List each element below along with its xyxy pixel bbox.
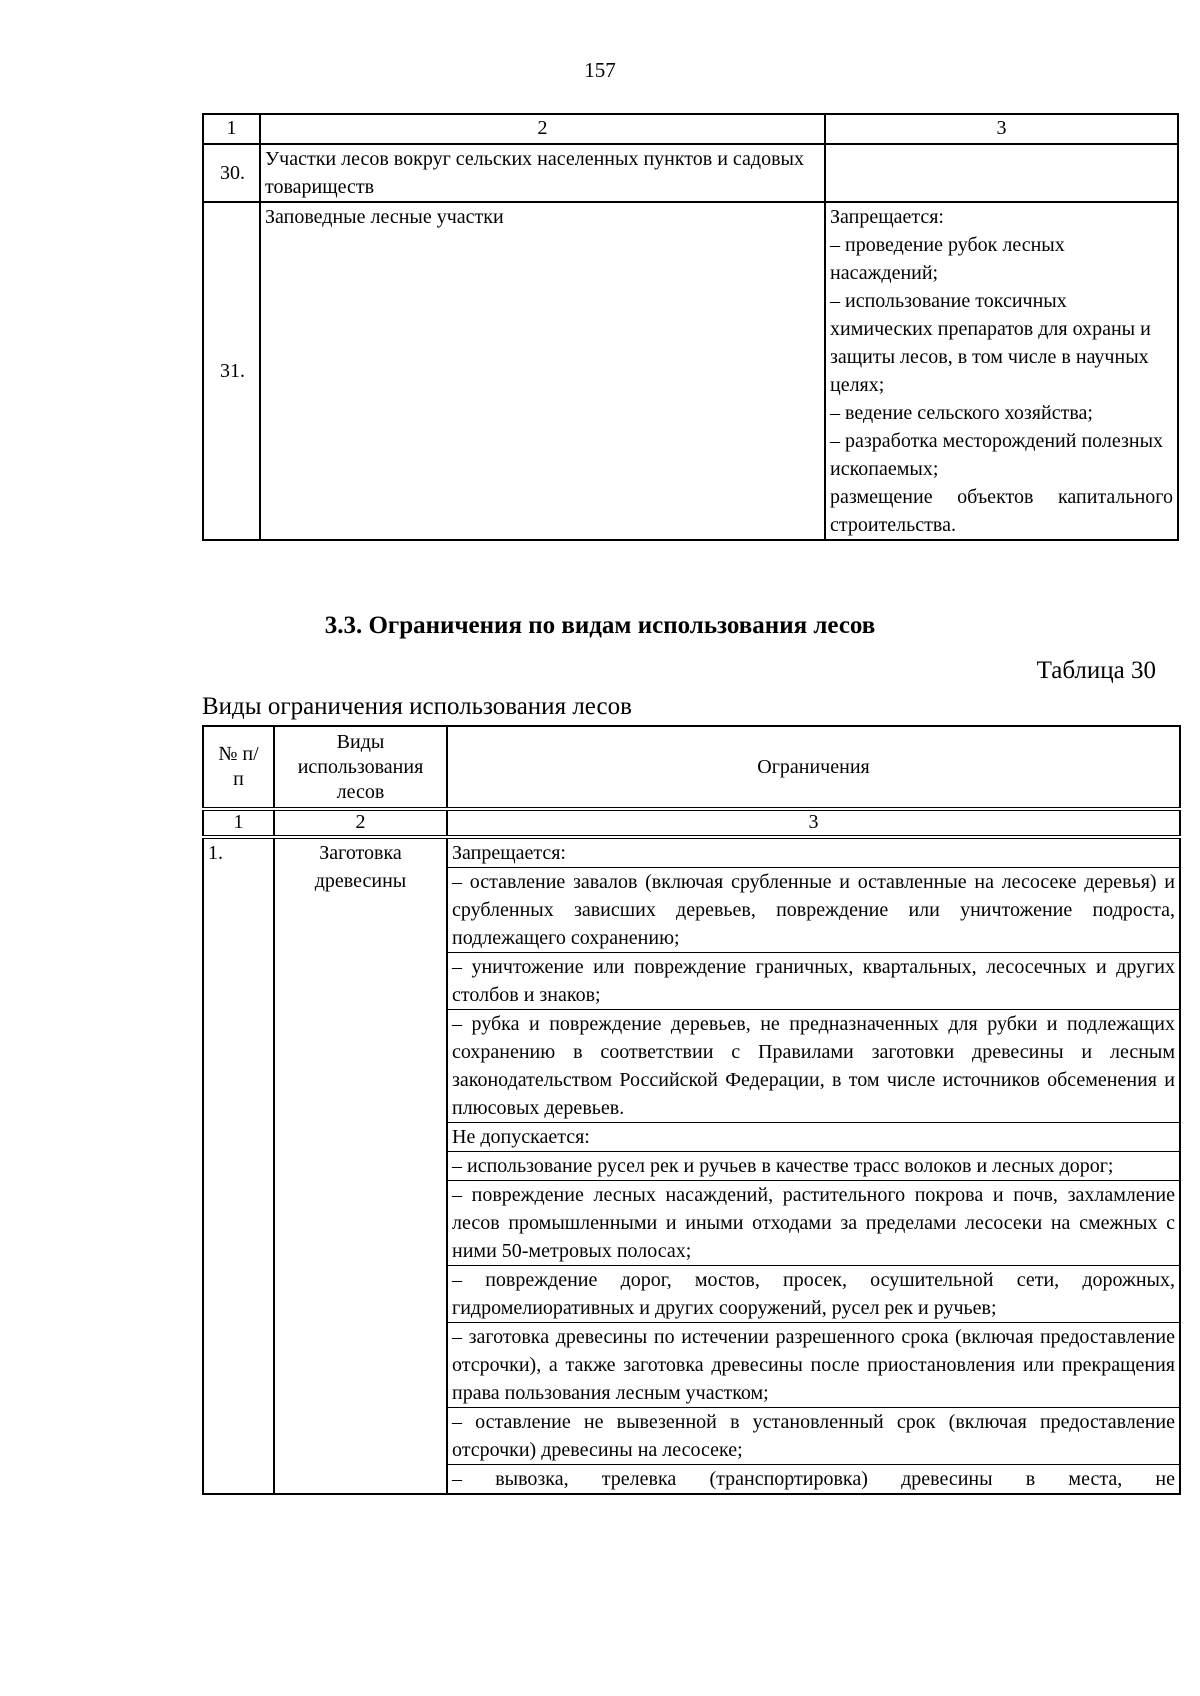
header-cell: 2 <box>260 114 825 144</box>
header-cell: 3 <box>825 114 1178 144</box>
section-title: 3.3. Ограничения по видам использования лесов <box>324 612 876 639</box>
restriction-item: – использование русел рек и ручьев в качестве трасс волоков и лесных дорог; <box>448 1152 1179 1181</box>
restriction-item: – проведение рубок лесных насаждений; <box>830 234 1065 284</box>
restriction-item: – оставление не вывезенной в установленный срок (включая предоставление отсрочки) древесины на лесосеке; <box>448 1408 1179 1465</box>
restrictions-intro: Запрещается: <box>448 839 1179 868</box>
column-number: 1 <box>203 809 274 837</box>
restriction-item: размещение объектов капитального строительства. <box>830 486 1173 536</box>
column-number: 3 <box>447 809 1180 837</box>
restriction-item: – разработка месторождений полезных ископаемых; <box>830 430 1164 480</box>
restriction-item: – заготовка древесины по истечении разрешенного срока (включая предоставление отсрочки), а также заготовка древесины после приостановления или прекращения права пользования лесным участком; <box>448 1323 1179 1408</box>
table-row <box>203 144 1178 202</box>
row-name: Заповедные лесные участки <box>260 202 825 540</box>
header-restrictions: Ограничения <box>447 726 1180 809</box>
column-numbers-row <box>203 809 1180 837</box>
header-number: № п/п <box>203 726 274 809</box>
restriction-item: – рубка и повреждение деревьев, не предназначенных для рубки и подлежащих сохранению в соответствии с Правилами заготовки древесины и лесным законодательством Российской Федерации, в том числе источников обсеменения и плюсовых деревьев. <box>448 1010 1179 1123</box>
continued-table <box>202 113 1179 541</box>
table-header-row <box>203 114 1178 144</box>
restrictions-table <box>202 725 1181 1495</box>
row-number: 30. <box>203 144 260 202</box>
table-row <box>203 202 1178 540</box>
row-restrictions <box>825 144 1178 202</box>
table-caption: Виды ограничения использования лесов <box>202 693 632 720</box>
restriction-item: – повреждение дорог, мостов, просек, осушительной сети, дорожных, гидромелиоративных и других сооружений, русел рек и ручьев; <box>448 1266 1179 1323</box>
column-number: 2 <box>274 809 447 837</box>
page-number: 157 <box>584 58 616 82</box>
restriction-item: – вывозка, трелевка (транспортировка) древесины в места, не <box>452 1468 1175 1490</box>
header-usage-type: Виды использования лесов <box>274 726 447 809</box>
restrictions-intro: Запрещается: <box>830 206 944 228</box>
restriction-item: – оставление завалов (включая срубленные и оставленные на лесосеке деревья) и срубленных зависших деревьев, повреждение или уничтожение подроста, подлежащего сохранению; <box>448 868 1179 953</box>
restriction-item: – уничтожение или повреждение граничных, квартальных, лесосечных и других столбов и знаков; <box>448 953 1179 1010</box>
restriction-item: – ведение сельского хозяйства; <box>830 402 1093 424</box>
row-restrictions <box>447 837 1180 1494</box>
row-number: 31. <box>203 202 260 540</box>
row-restrictions <box>825 202 1178 540</box>
table-label: Таблица 30 <box>1036 657 1156 684</box>
row-number: 1. <box>203 837 274 1494</box>
header-cell: 1 <box>203 114 260 144</box>
row-name: Участки лесов вокруг сельских населенных пунктов и садовых товариществ <box>260 144 825 202</box>
table-header-row <box>203 726 1180 809</box>
restriction-item: – повреждение лесных насаждений, растительного покрова и почв, захламление лесов промышленными и иными отходами за пределами лесосеки на смежных с ними 50-метровых полосах; <box>448 1181 1179 1266</box>
restriction-item: – использование токсичных химических препаратов для охраны и защиты лесов, в том числе в научных целях; <box>830 290 1151 396</box>
row-usage-type: Заготовка древесины <box>274 837 447 1494</box>
table-row <box>203 837 1180 1494</box>
restrictions-intro-b: Не допускается: <box>448 1123 1179 1152</box>
